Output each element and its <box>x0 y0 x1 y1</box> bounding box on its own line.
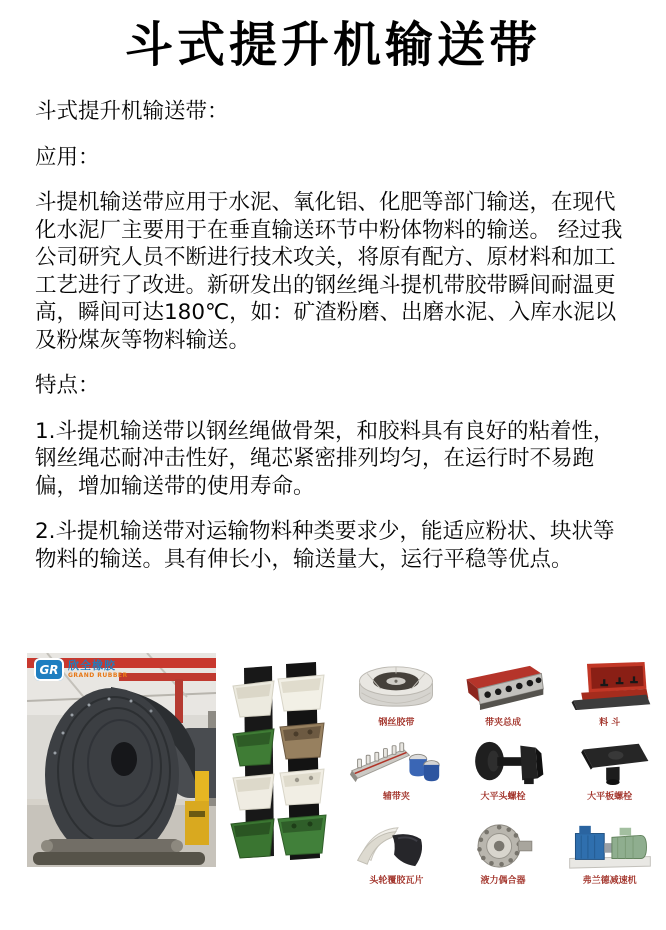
fluid-coupling-icon <box>455 822 551 870</box>
part-label: 头轮覆胶瓦片 <box>369 876 424 886</box>
grand-rubber-logo <box>34 658 128 681</box>
elevator-buckets-photo <box>228 658 333 863</box>
factory-belt-roll-photo <box>27 653 216 867</box>
material-hopper-icon <box>562 660 658 712</box>
gr-logo-badge: GR <box>34 658 64 681</box>
part-item-steel-wire-belt <box>344 650 449 728</box>
parts-grid <box>344 650 662 886</box>
intro-line: 斗式提升机输送带： <box>35 99 229 124</box>
logo-name-en: GRAND RUBBER <box>68 672 128 679</box>
feature-item-2: 2.斗提机输送带对运输物料种类要求少，能适应粉状、块状等物料的输送。具有伸长小，输送量大，运行平稳等优点。 <box>35 519 615 572</box>
application-label: 应用： <box>35 144 100 170</box>
belt-roll-illustration <box>27 653 216 867</box>
auxiliary-belt-clamp-icon <box>348 738 444 786</box>
part-item-belt-clamp-assembly <box>451 650 556 728</box>
part-label: 钢丝胶带 <box>378 718 415 728</box>
feature-item-1: 1.斗提机输送带以钢丝绳做骨架，和胶料具有良好的粘着性，钢丝绳芯耐冲击性好，绳芯紧密排列均匀，在运行时不易跑偏，增加输送带的使用寿命。 <box>35 418 615 499</box>
part-item-material-hopper <box>557 650 662 728</box>
belt-clamp-assembly-icon <box>455 660 551 712</box>
part-label: 液力偶合器 <box>480 876 526 886</box>
part-label: 辅带夹 <box>382 792 410 802</box>
product-description <box>35 98 635 573</box>
flender-reducer-icon <box>562 822 658 870</box>
features-label: 特点： <box>35 373 100 398</box>
part-item-head-pulley-lagging-tile <box>344 808 449 886</box>
steel-wire-belt-roll-icon <box>348 660 444 712</box>
buckets-board-illustration <box>228 658 333 863</box>
application-text: 斗提机输送带应用于水泥、氧化铝、化肥等部门输送，在现代化水泥厂主要用于在垂直输送环节中粉体物料的输送。 经过我公司研究人员不断进行技术攻关，将原有配方、原材料和加工工艺进行了改进。新研发出的钢丝绳斗提机带胶带瞬间耐温更高，瞬间可达180℃，如：矿渣粉磨、出磨水泥、入库水泥以及粉煤灰等物料输送。 <box>35 190 623 353</box>
page-title: 斗式提升机输送带 <box>124 17 541 73</box>
part-label: 大平头螺栓 <box>480 792 526 802</box>
product-gallery <box>0 648 666 930</box>
part-item-flender-reducer <box>557 808 662 886</box>
part-item-flat-plate-bolt <box>557 734 662 802</box>
head-pulley-lagging-tile-icon <box>348 822 444 870</box>
flat-head-bolt-icon <box>455 738 551 786</box>
part-item-auxiliary-belt-clamp <box>344 734 449 802</box>
part-label: 大平板螺栓 <box>587 792 633 802</box>
logo-name-cn: 欣全橡胶 <box>68 659 116 672</box>
part-label: 料 斗 <box>599 718 621 728</box>
part-label: 带夹总成 <box>484 718 521 728</box>
flat-plate-bolt-icon <box>562 738 658 786</box>
part-label: 弗兰德减速机 <box>582 876 637 886</box>
part-item-flat-head-bolt <box>451 734 556 802</box>
part-item-fluid-coupling <box>451 808 556 886</box>
